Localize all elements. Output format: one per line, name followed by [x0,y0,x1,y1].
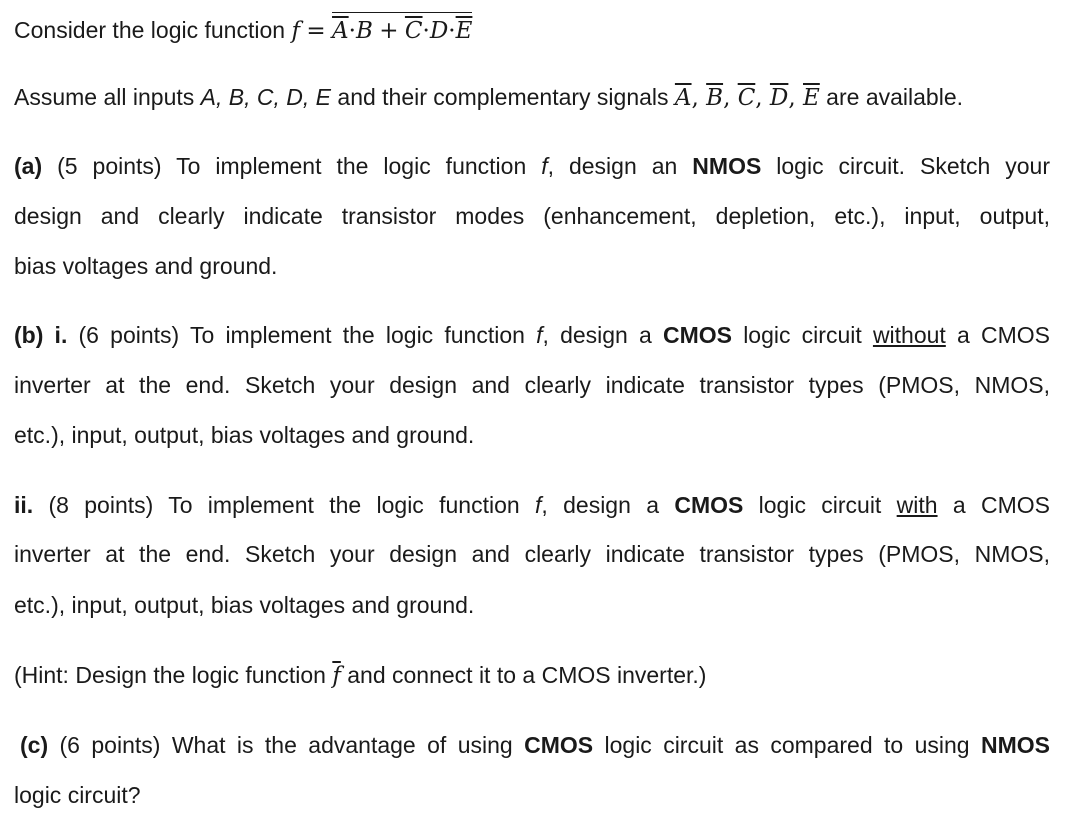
function-f: f [291,18,300,44]
hint-line [14,660,706,691]
assume-middle: and their complementary signals [331,84,675,110]
comp-a: $\overline{A}$ [674,85,692,111]
part-b1-text: (6 points) To implement the logic function [67,322,537,348]
comp-b: $\overline{B}$ [706,85,724,111]
part-c-line2: logic circuit? [14,782,141,808]
function-expression [332,12,472,46]
part-c-text: logic circuit as compared to using [593,732,982,758]
part-b2-line2: inverter at the end. Sketch your design and clearly indicate transistor types (PMOS, NMOS, [14,541,1050,567]
cmos-bold: CMOS [674,492,744,518]
expr-plus: + [379,18,399,44]
assume-line [14,82,963,113]
part-b2-text: (8 points) To implement the logic function [33,492,536,518]
sep: , [788,85,803,111]
part-a-text: logic circuit. Sketch your [761,153,1051,179]
part-a-line2: design and clearly indicate transistor modes (enhancement, depletion, etc.), input, output, [14,203,1050,229]
part-b1-line1 [14,320,1050,350]
without-underlined: without [872,322,946,348]
part-a-text: , design an [547,153,693,179]
assume-inputs: A, B, C, D, E [200,84,332,110]
part-b1-text: logic circuit [732,322,873,348]
function-f: f [535,492,542,518]
cmos-bold: CMOS [663,322,733,348]
part-b1-label: (b) i. [14,322,68,348]
part-b2-line1 [14,490,1050,520]
hint-text: (Hint: Design the logic function [14,662,333,688]
sep: , [755,85,770,111]
sep: , [691,85,707,111]
part-b1-text: a CMOS [945,322,1050,348]
expr-dot: · [448,18,456,44]
expr-a-bar: $\overline{A}$ [332,18,349,44]
part-c-label: (c) [20,732,49,758]
part-b1-line2: inverter at the end. Sketch your design and clearly indicate transistor types (PMOS, NMOS, [14,372,1050,398]
part-a-label: (a) [14,153,43,179]
part-b1-text: , design a [542,322,664,348]
part-b1-line3: etc.), input, output, bias voltages and ground. [14,422,475,448]
expr-c-bar: $\overline{C}$ [404,18,423,44]
function-f: f [541,153,548,179]
cmos-bold: CMOS [524,732,594,758]
expr-d: D [429,18,449,44]
intro-line [14,12,472,46]
nmos-bold: NMOS [981,732,1051,758]
assume-suffix: are available. [819,84,963,110]
nmos-bold: NMOS [692,153,762,179]
part-b2-text: logic circuit [743,492,897,518]
hint-text: and connect it to a CMOS inverter.) [340,662,707,688]
expr-dot: · [348,18,356,44]
comp-e: $\overline{E}$ [803,85,820,111]
part-a-line1 [14,151,1050,181]
expr-dot: · [422,18,430,44]
part-a-line3: bias voltages and ground. [14,253,278,279]
expr-e-bar: $\overline{E}$ [455,18,473,44]
part-a-text: (5 points) To implement the logic function [42,153,542,179]
expr-b: B [355,18,373,44]
part-b2-line3: etc.), input, output, bias voltages and ground. [14,592,475,618]
equals-sign: = [306,18,326,44]
intro-text: Consider the logic function [14,17,292,43]
with-underlined: with [896,492,938,518]
function-f-bar: $\overline{f}$ [332,663,341,689]
part-b2-label: ii. [14,492,34,518]
part-b2-text: , design a [541,492,675,518]
part-b2-text: a CMOS [937,492,1050,518]
comp-c: $\overline{C}$ [737,85,756,111]
part-c-line1 [20,730,1050,760]
part-c-text: (6 points) What is the advantage of using [48,732,525,758]
function-f: f [536,322,543,348]
assume-prefix: Assume all inputs [14,84,201,110]
sep: , [723,85,738,111]
comp-d: $\overline{D}$ [769,85,789,111]
